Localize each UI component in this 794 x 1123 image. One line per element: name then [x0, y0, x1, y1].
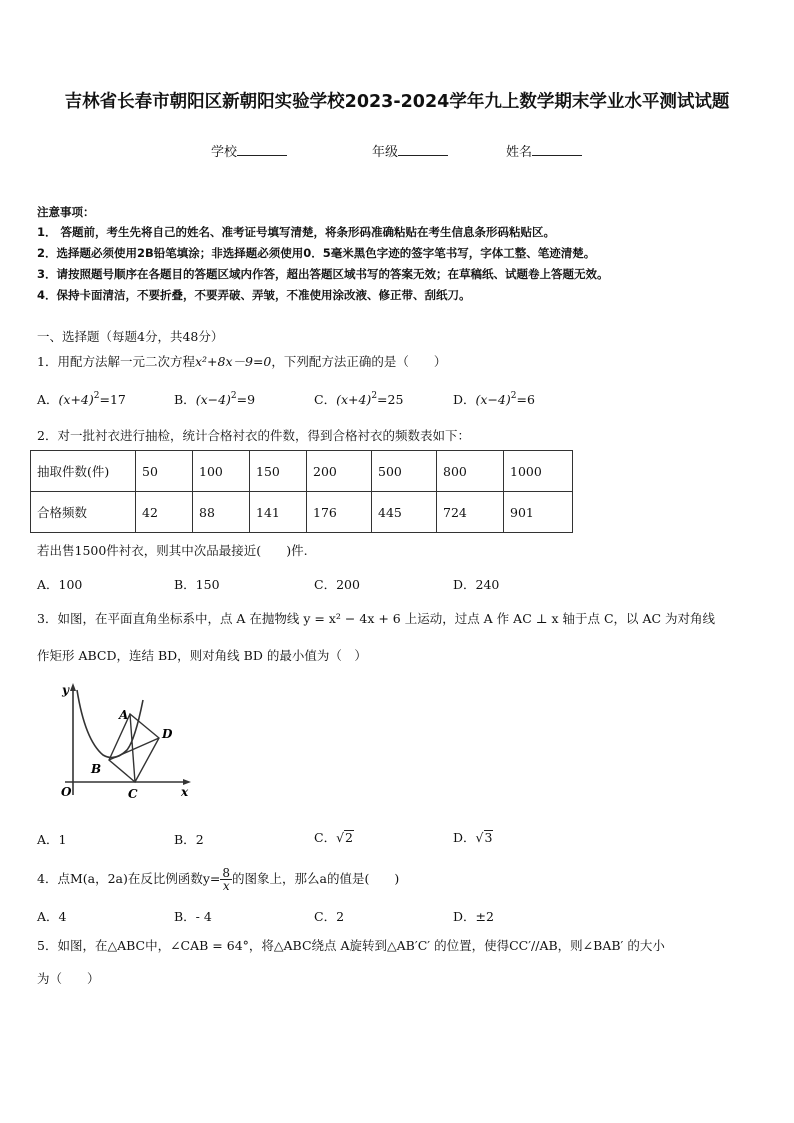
q4-stem-b: 的图象上，那么a的值是( ): [232, 871, 400, 886]
q1-stem-a: 1．用配方法解一元二次方程: [37, 354, 195, 369]
table-cell: 141: [250, 492, 307, 533]
frequency-table: [30, 450, 573, 533]
notice-item: 4．保持卡面清洁，不要折叠，不要弄破、弄皱，不准使用涂改液、修正带、刮纸刀。: [37, 288, 471, 302]
table-cell: 88: [193, 492, 250, 533]
notice-item: 3．请按照题号顺序在各题目的答题区域内作答，超出答题区域书写的答案无效；在草稿纸、试题卷上答题无效。: [37, 267, 609, 281]
page-title: 吉林省长春市朝阳区新朝阳实验学校2023-2024学年九上数学期末学业水平测试试题: [64, 92, 730, 112]
q4-option-c: C．2: [314, 909, 345, 924]
figure-label-a: A: [119, 708, 129, 722]
question-5-line-2: 为（ ）: [37, 971, 100, 986]
y-axis-arrow: [70, 683, 76, 691]
q3-option-b: [174, 830, 204, 848]
figure-label-b: B: [91, 762, 102, 776]
option-label: C．: [314, 830, 337, 845]
option-value: 3: [484, 830, 493, 845]
option-rhs: =17: [99, 392, 126, 407]
option-rhs: =25: [377, 392, 404, 407]
figure-label-d: D: [162, 727, 173, 741]
q4-fraction: [220, 867, 232, 892]
option-exponent: 2: [93, 391, 100, 401]
table-cell: 176: [307, 492, 372, 533]
q1-option-b: [174, 390, 255, 408]
name-field: [506, 141, 582, 160]
question-5-line-1: 5．如图，在△ABC中，∠CAB = 64°，将△ABC绕点 A旋转到△AB′C′ 的位置，使得CC′//AB，则∠BAB′ 的大小: [37, 938, 665, 953]
option-expr: (x−4): [475, 392, 511, 407]
q4-option-d: D．±2: [453, 909, 494, 924]
option-exponent: 2: [371, 391, 378, 401]
option-rhs: =9: [236, 392, 256, 407]
question-3-line-1: 3．如图，在平面直角坐标系中，点 A 在抛物线 y = x² − 4x + 6 上运动，过点 A 作 AC ⊥ x 轴于点 C，以 AC 为对角线: [37, 611, 716, 626]
q3-option-d: [453, 828, 493, 846]
table-row: [31, 451, 573, 492]
grade-blank: [398, 143, 448, 156]
option-label: A．: [37, 392, 59, 407]
table-cell: 合格频数: [31, 492, 136, 533]
question-1-stem: [37, 354, 446, 370]
q2-option-a: A．100: [37, 577, 83, 592]
option-label: D．: [453, 830, 476, 845]
fraction-denominator: x: [222, 879, 230, 893]
q1-option-d: [453, 390, 535, 408]
option-exponent: 2: [230, 391, 237, 401]
q1-equation: x²+8x－9=0: [194, 354, 272, 369]
figure-label-c: C: [128, 787, 138, 801]
option-label: A．: [37, 832, 59, 847]
option-label: B．: [174, 392, 196, 407]
q1-option-a: [37, 390, 126, 408]
q2-option-d: D．240: [453, 577, 500, 592]
table-cell: 800: [437, 451, 504, 492]
table-row: [31, 492, 573, 533]
q1-option-c: [314, 390, 403, 408]
table-cell: 1000: [504, 451, 573, 492]
school-label: 学校: [211, 145, 238, 160]
diagonal-bd: [109, 738, 159, 760]
option-label: C．: [314, 392, 337, 407]
option-expr: (x+4): [336, 392, 372, 407]
fraction-numerator: 8: [222, 866, 231, 880]
section-heading: 一、选择题（每题4分，共48分）: [37, 329, 224, 344]
figure-label-x: x: [181, 785, 189, 799]
notice-item: 1． 答题前，考生先将自己的姓名、准考证号填写清楚，将条形码准确粘贴在考生信息条形码粘贴区。: [37, 225, 555, 239]
question-3-line-2: 作矩形 ABCD，连结 BD，则对角线 BD 的最小值为（ ）: [37, 648, 367, 663]
question-2-question: 若出售1500件衬衣，则其中次品最接近( )件.: [37, 543, 308, 558]
notice-item: 2．选择题必须使用2B铅笔填涂；非选择题必须使用0．5毫米黑色字迹的签字笔书写，字体工整、笔迹清楚。: [37, 246, 596, 260]
option-expr: (x−4): [195, 392, 231, 407]
grade-label: 年级: [372, 145, 399, 160]
table-cell: 901: [504, 492, 573, 533]
name-label: 姓名: [506, 145, 533, 160]
notice-heading: 注意事项：: [37, 205, 95, 219]
table-cell: 445: [372, 492, 437, 533]
question-4-stem: [37, 865, 399, 893]
option-exponent: 2: [510, 391, 517, 401]
figure-label-o: O: [61, 785, 72, 799]
table-cell: 200: [307, 451, 372, 492]
q4-option-a: A．4: [37, 909, 67, 924]
q4-stem-a: 4．点M(a，2a)在反比例函数y=: [37, 871, 221, 886]
table-cell: 500: [372, 451, 437, 492]
table-cell: 150: [250, 451, 307, 492]
option-value: 2: [195, 832, 204, 847]
table-cell: 100: [193, 451, 250, 492]
school-blank: [237, 143, 287, 156]
diagonal-ac: [130, 714, 135, 782]
option-value: 1: [58, 832, 67, 847]
name-blank: [532, 143, 582, 156]
parabola-rectangle-figure: [55, 680, 205, 805]
figure-label-y: y: [62, 683, 69, 697]
q3-option-c: [314, 828, 354, 846]
option-label: D．: [453, 392, 476, 407]
option-label: B．: [174, 832, 196, 847]
q1-stem-b: ，下列配方法正确的是（ ）: [271, 354, 447, 369]
q4-option-b: B．- 4: [174, 909, 212, 924]
table-cell: 42: [136, 492, 193, 533]
option-expr: (x+4): [58, 392, 94, 407]
table-cell: 724: [437, 492, 504, 533]
sqrt-sign-icon: √: [336, 830, 345, 845]
q2-option-b: B．150: [174, 577, 220, 592]
q3-option-a: [37, 830, 66, 848]
option-value: 2: [345, 830, 353, 845]
q2-option-c: C．200: [314, 577, 360, 592]
table-cell: 抽取件数(件): [31, 451, 136, 492]
table-cell: 50: [136, 451, 193, 492]
school-field: [211, 141, 287, 160]
question-2-stem: 2．对一批衬衣进行抽检，统计合格衬衣的件数，得到合格衬衣的频数表如下：: [37, 428, 470, 443]
option-rhs: =6: [516, 392, 535, 407]
grade-field: [372, 141, 448, 160]
sqrt-sign-icon: √: [475, 830, 484, 845]
